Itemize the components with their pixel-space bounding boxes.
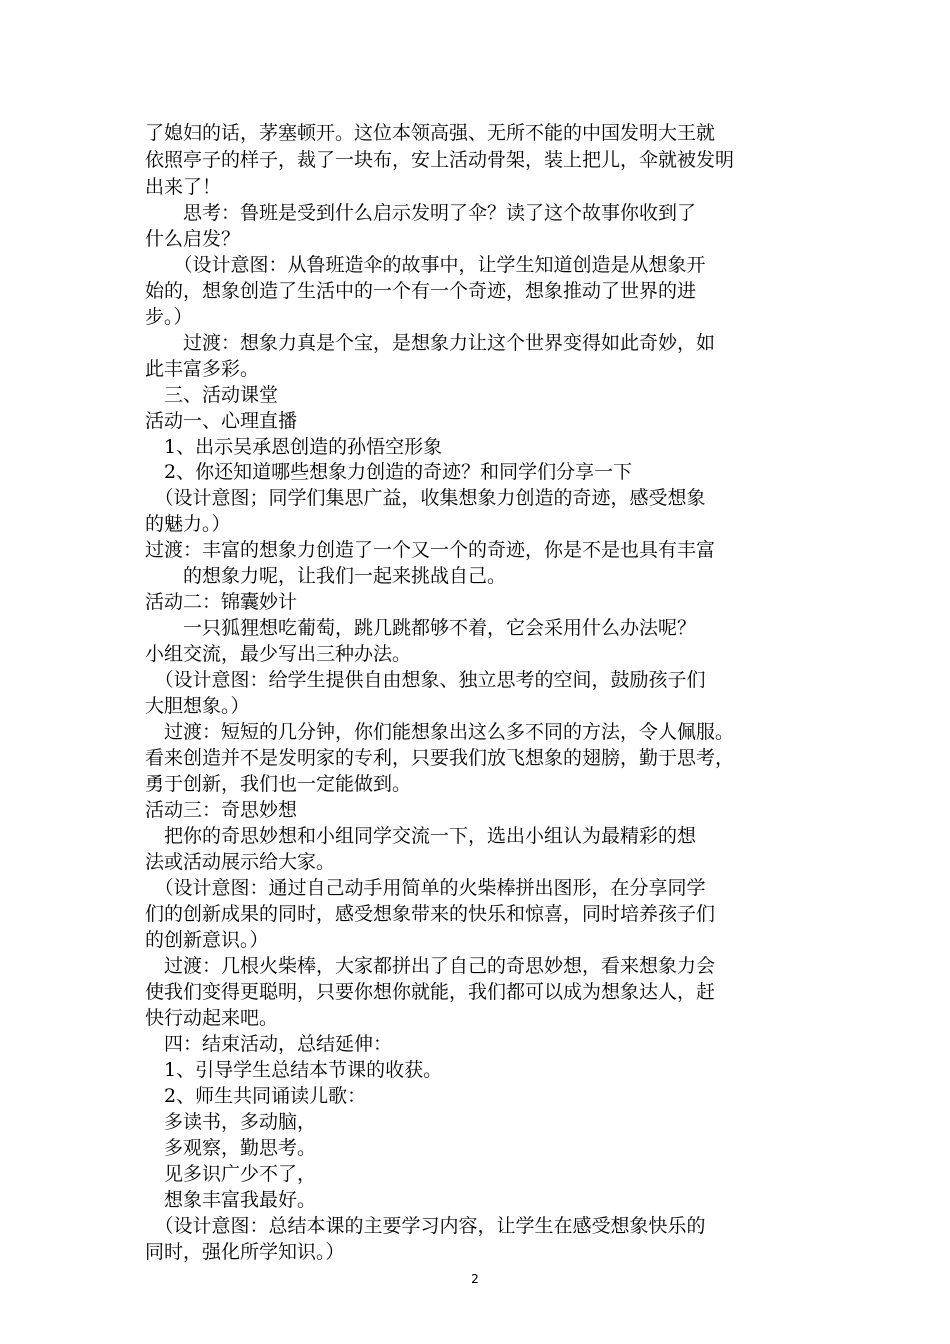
text-line: 大胆想象。） [145,695,250,717]
text-line: 此丰富多彩。 [145,358,260,380]
text-line: （设计意图：总结本课的主要学习内容，让学生在感受想象快乐的 [145,1215,706,1237]
text-line: 过渡：短短的几分钟，你们能想象出这么多不同的方法，令人佩服。 [145,721,735,743]
text-line: 的魅力。） [145,513,231,535]
text-line: 思考：鲁班是受到什么启示发明了伞？读了这个故事你收到了 [145,202,697,224]
page-number: 2 [471,1272,479,1286]
text-line: 的想象力呢，让我们一起来挑战自己。 [145,565,507,587]
text-line: 了媳妇的话，茅塞顿开。这位本领高强、无所不能的中国发明大王就 [145,122,716,144]
text-line: 小组交流，最少写出三种办法。 [145,643,412,665]
text-line: （设计意图：通过自己动手用简单的火柴棒拼出图形，在分享同学 [145,877,706,899]
text-line: （设计意图：给学生提供自由想象、独立思考的空间，鼓励孩子们 [145,669,706,691]
text-line: 始的，想象创造了生活中的一个有一个奇迹，想象推动了世界的进 [145,280,697,302]
text-line: 2、师生共同诵读儿歌： [145,1085,367,1107]
text-line: （设计意图；同学们集思广益，收集想象力创造的奇迹，感受想象 [145,487,706,509]
poem-line: 想象丰富我最好。 [145,1189,317,1211]
text-line: 2、你还知道哪些想象力创造的奇迹？和同学们分享一下 [145,461,633,483]
text-line: 出来了！ [145,176,222,198]
text-line: 过渡：丰富的想象力创造了一个又一个的奇迹，你是不是也具有丰富 [145,539,716,561]
text-line: 什么启发？ [145,228,241,250]
text-line: 依照亭子的样子，裁了一块布，安上活动骨架，装上把儿，伞就被发明 [145,149,735,171]
poem-line: 多观察，勤思考。 [145,1137,317,1159]
activity-heading: 活动二：锦囊妙计 [145,591,298,613]
text-line: 看来创造并不是发明家的专利，只要我们放飞想象的翅膀，勤于思考， [145,747,735,769]
activity-heading: 活动一、心理直播 [145,410,298,432]
text-line: 同时，强化所学知识。） [145,1241,345,1263]
text-line: 步。） [145,306,193,328]
poem-line: 见多识广少不了， [145,1163,317,1185]
text-line: 一只狐狸想吃葡萄，跳几跳都够不着，它会采用什么办法呢？ [145,617,697,639]
text-line: 1、引导学生总结本节课的收获。 [145,1059,443,1081]
text-line: 过渡：想象力真是个宝，是想象力让这个世界变得如此奇妙，如 [145,332,716,354]
text-line: 快行动起来吧。 [145,1007,279,1029]
section-heading: 四：结束活动，总结延伸： [145,1033,393,1055]
activity-heading: 活动三：奇思妙想 [145,799,298,821]
text-line: 1、出示吴承恩创造的孙悟空形象 [145,436,443,458]
text-line: 过渡：几根火柴棒，大家都拼出了自己的奇思妙想，看来想象力会 [145,955,716,977]
text-line: 的创新意识。） [145,929,269,951]
text-line: 把你的奇思妙想和小组同学交流一下，选出小组认为最精彩的想 [145,825,697,847]
text-line: 勇于创新，我们也一定能做到。 [145,773,412,795]
poem-line: 多读书，多动脑， [145,1111,317,1133]
text-line: 们的创新成果的同时，感受想象带来的快乐和惊喜，同时培养孩子们 [145,903,716,925]
text-line: 使我们变得更聪明，只要你想你就能，我们都可以成为想象达人，赶 [145,981,716,1003]
text-line: 法或活动展示给大家。 [145,851,336,873]
text-line: （设计意图：从鲁班造伞的故事中，让学生知道创造是从想象开 [145,254,706,276]
section-heading: 三、活动课堂 [145,384,279,406]
